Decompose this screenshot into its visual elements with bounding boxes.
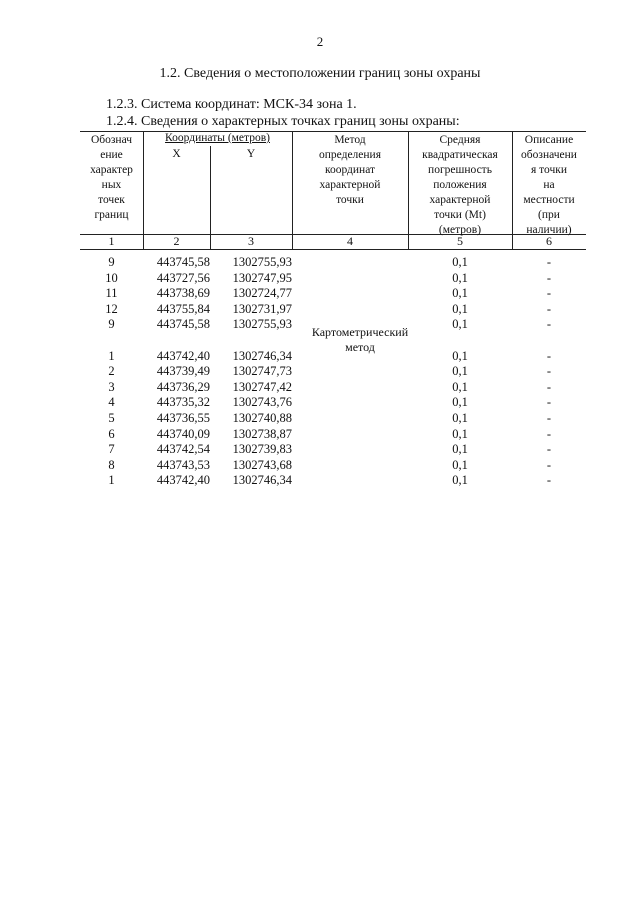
description-cell: - bbox=[546, 317, 552, 332]
point-id-cell: 7 bbox=[108, 442, 115, 457]
accuracy-cell: 0,1 bbox=[452, 395, 468, 410]
y-header: Y bbox=[246, 148, 256, 160]
x-coordinate-cell: 443738,69 bbox=[156, 286, 210, 301]
x-coordinate-cell: 443742,40 bbox=[156, 348, 210, 363]
method-header: Метод определения координат характерной точки bbox=[318, 134, 381, 206]
column-number: 4 bbox=[347, 234, 353, 248]
x-coordinate-cell: 443745,58 bbox=[156, 317, 210, 332]
description-cell: - bbox=[546, 457, 552, 472]
y-coordinate-cell: 1302738,87 bbox=[232, 426, 292, 441]
description-cell: - bbox=[546, 379, 552, 394]
x-coordinate-cell: 443735,32 bbox=[156, 395, 210, 410]
description-cell: - bbox=[546, 301, 552, 316]
accuracy-header: Средняя квадратическая погрешность положения характерной точки (Mt) (метров) bbox=[422, 134, 498, 236]
x-coordinate-cell: 443736,29 bbox=[156, 379, 210, 394]
y-coordinate-cell: 1302755,93 bbox=[232, 255, 292, 269]
table-row bbox=[80, 286, 586, 302]
table-row bbox=[80, 395, 586, 411]
accuracy-cell: 0,1 bbox=[452, 442, 468, 457]
x-header: X bbox=[172, 148, 181, 160]
table-row bbox=[80, 427, 586, 443]
table-row bbox=[80, 411, 586, 427]
point-id-cell: 1 bbox=[108, 348, 115, 363]
point-id-cell: 4 bbox=[108, 395, 115, 410]
y-coordinate-cell: 1302740,88 bbox=[232, 410, 292, 425]
point-id-cell: 9 bbox=[108, 317, 115, 332]
description-cell: - bbox=[546, 348, 552, 363]
point-id-cell: 12 bbox=[105, 301, 118, 316]
point-id-cell: 5 bbox=[108, 410, 115, 425]
coordinate-system-line: 1.2.3. Система координат: МСК-34 зона 1. bbox=[106, 97, 357, 112]
point-id-cell: 11 bbox=[105, 286, 118, 301]
accuracy-cell: 0,1 bbox=[452, 348, 468, 363]
x-coordinate-cell: 443736,55 bbox=[156, 410, 210, 425]
description-cell: - bbox=[546, 364, 552, 379]
point-id-cell: 10 bbox=[105, 270, 118, 285]
description-cell: - bbox=[546, 426, 552, 441]
accuracy-cell: 0,1 bbox=[452, 286, 468, 301]
y-coordinate-cell: 1302739,83 bbox=[232, 442, 292, 457]
accuracy-cell: 0,1 bbox=[452, 270, 468, 285]
description-cell: - bbox=[546, 286, 552, 301]
y-coordinate-cell: 1302747,95 bbox=[232, 270, 292, 285]
point-id-cell: 6 bbox=[108, 426, 115, 441]
method-value: Картометрический метод bbox=[311, 325, 409, 354]
accuracy-cell: 0,1 bbox=[452, 301, 468, 316]
x-coordinate-cell: 443727,56 bbox=[156, 270, 210, 285]
accuracy-cell: 0,1 bbox=[452, 457, 468, 472]
column-number: 3 bbox=[248, 234, 254, 248]
point-id-cell: 3 bbox=[108, 379, 115, 394]
point-id-cell: 2 bbox=[108, 364, 115, 379]
table-row bbox=[80, 271, 586, 287]
description-cell: - bbox=[546, 255, 552, 269]
y-coordinate-cell: 1302743,68 bbox=[232, 457, 292, 472]
description-cell: - bbox=[546, 270, 552, 285]
table-row bbox=[80, 458, 586, 474]
x-coordinate-cell: 443743,53 bbox=[156, 457, 210, 472]
accuracy-cell: 0,1 bbox=[452, 317, 468, 332]
point-id-cell: 1 bbox=[108, 473, 115, 488]
accuracy-cell: 0,1 bbox=[452, 426, 468, 441]
x-coordinate-cell: 443739,49 bbox=[156, 364, 210, 379]
x-coordinate-cell: 443745,58 bbox=[156, 255, 210, 269]
point-header: Обознач ение характер ных точек границ bbox=[90, 134, 133, 221]
column-number: 6 bbox=[546, 234, 552, 248]
description-header: Описание обозначени я точки на местности (при наличии) bbox=[521, 134, 577, 236]
point-id-cell: 9 bbox=[108, 255, 115, 269]
table-row bbox=[80, 255, 586, 271]
coordinates-group-header: Координаты (метров) bbox=[165, 132, 270, 144]
y-coordinate-cell: 1302731,97 bbox=[232, 301, 292, 316]
accuracy-cell: 0,1 bbox=[452, 379, 468, 394]
table-body bbox=[80, 255, 586, 489]
x-coordinate-cell: 443755,84 bbox=[156, 301, 210, 316]
x-coordinate-cell: 443742,40 bbox=[156, 473, 210, 488]
header-bottom-border bbox=[80, 249, 586, 250]
y-coordinate-cell: 1302746,34 bbox=[232, 473, 292, 488]
table-row bbox=[80, 302, 586, 318]
description-cell: - bbox=[546, 410, 552, 425]
table-row bbox=[80, 442, 586, 458]
accuracy-cell: 0,1 bbox=[452, 410, 468, 425]
section-title: 1.2. Сведения о местоположении границ зоны охраны bbox=[159, 66, 481, 81]
page-number: 2 bbox=[316, 34, 324, 49]
accuracy-cell: 0,1 bbox=[452, 364, 468, 379]
description-cell: - bbox=[546, 395, 552, 410]
table-header bbox=[80, 131, 586, 249]
description-cell: - bbox=[546, 473, 552, 488]
y-coordinate-cell: 1302746,34 bbox=[232, 348, 292, 363]
column-number: 2 bbox=[173, 234, 180, 248]
column-number: 5 bbox=[457, 234, 463, 248]
description-cell: - bbox=[546, 442, 552, 457]
column-number: 1 bbox=[108, 234, 115, 248]
point-id-cell: 8 bbox=[108, 457, 115, 472]
y-coordinate-cell: 1302747,73 bbox=[232, 364, 292, 379]
table-row bbox=[80, 473, 586, 489]
accuracy-cell: 0,1 bbox=[452, 473, 468, 488]
y-coordinate-cell: 1302747,42 bbox=[232, 379, 292, 394]
x-coordinate-cell: 443740,09 bbox=[156, 426, 210, 441]
y-coordinate-cell: 1302755,93 bbox=[232, 317, 292, 332]
y-coordinate-cell: 1302724,77 bbox=[232, 286, 292, 301]
y-coordinate-cell: 1302743,76 bbox=[232, 395, 292, 410]
accuracy-cell: 0,1 bbox=[452, 255, 468, 269]
table-row bbox=[80, 380, 586, 396]
table-row bbox=[80, 364, 586, 380]
x-coordinate-cell: 443742,54 bbox=[156, 442, 210, 457]
table-caption: 1.2.4. Сведения о характерных точках границ зоны охраны: bbox=[106, 114, 460, 129]
